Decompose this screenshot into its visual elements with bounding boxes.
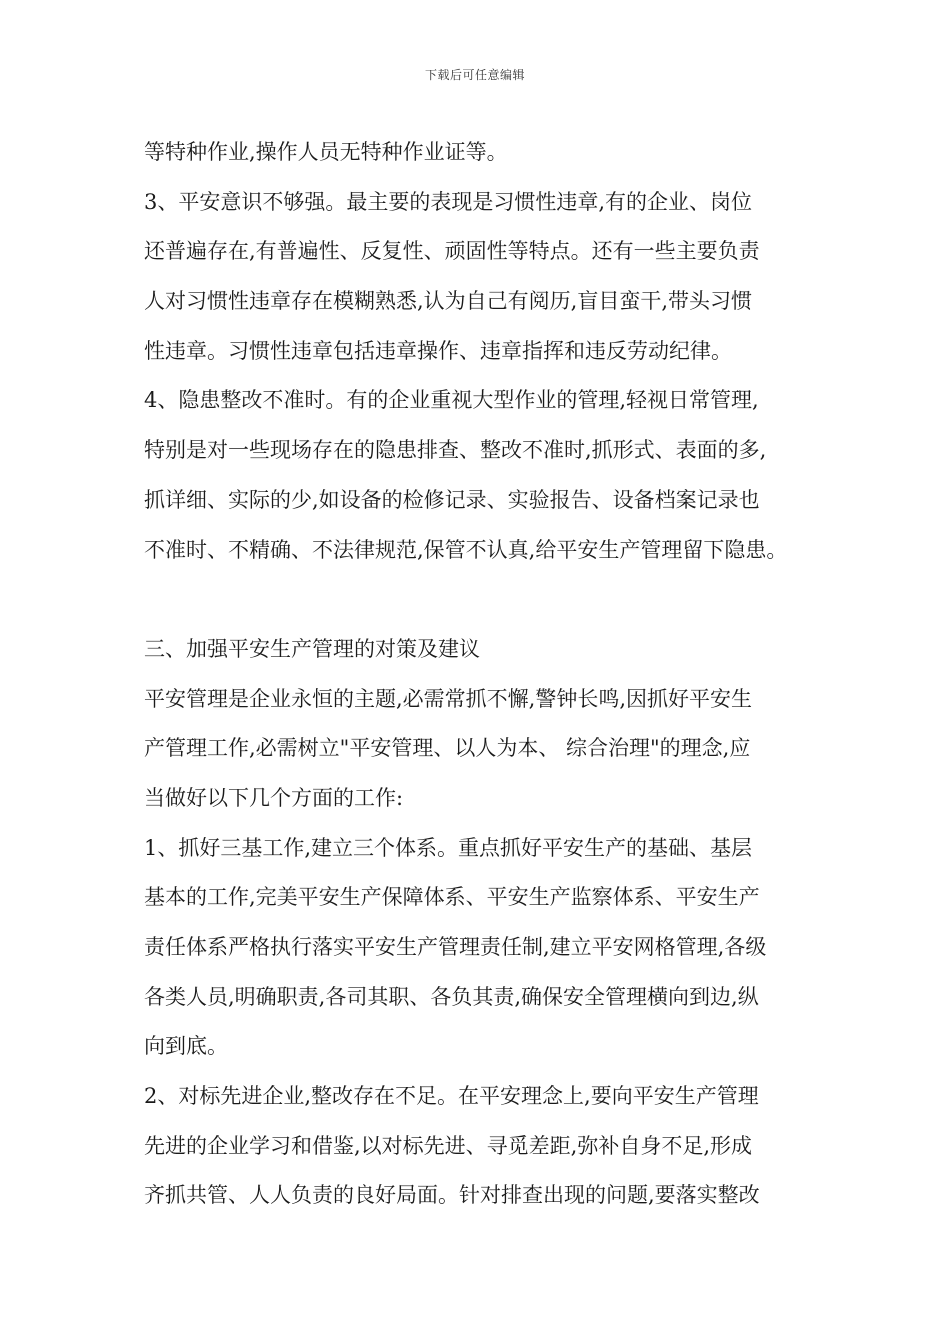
page-header: 下载后可任意编辑 xyxy=(424,68,525,82)
paragraph-gap xyxy=(144,575,824,625)
text-line: 性违章。习惯性违章包括违章操作、违章指挥和违反劳动纪律。 xyxy=(144,338,732,363)
text-line: 2、对标先进企业,整改存在不足。在平安理念上,要向平安生产管理 xyxy=(144,1084,759,1109)
text-line: 等特种作业,操作人员无特种作业证等。 xyxy=(144,140,508,164)
text-line: 3、平安意识不够强。最主要的表现是习惯性违章,有的企业、岗位 xyxy=(144,189,753,214)
text-line: 责任体系严格执行落实平安生产管理责任制,建立平安网格管理,各级 xyxy=(144,935,767,959)
text-line: 平安管理是企业永恒的主题,必需常抓不懈,警钟长鸣,因抓好平安生 xyxy=(144,686,753,711)
text-line: 向到底。 xyxy=(144,1034,228,1059)
text-line: 先进的企业学习和借鉴,以对标先进、寻觅差距,弥补自身不足,形成 xyxy=(144,1133,753,1158)
text-line: 4、隐患整改不准时。有的企业重视大型作业的管理,轻视日常管理, xyxy=(144,388,759,413)
text-line: 各类人员,明确职责,各司其职、各负其责,确保安全管理横向到边,纵 xyxy=(144,984,759,1009)
section-heading: 三、加强平安生产管理的对策及建议 xyxy=(144,636,480,661)
text-line: 抓详细、实际的少,如设备的检修记录、实验报告、设备档案记录也 xyxy=(144,487,760,512)
document-body xyxy=(144,128,824,1221)
text-line: 齐抓共管、人人负责的良好局面。针对排查出现的问题,要落实整改 xyxy=(144,1183,760,1208)
text-line: 还普遍存在,有普遍性、反复性、顽固性等特点。还有一些主要负责 xyxy=(144,239,760,264)
text-line: 特别是对一些现场存在的隐患排查、整改不准时,抓形式、表面的多, xyxy=(144,438,767,463)
text-line: 基本的工作,完美平安生产保障体系、平安生产监察体系、平安生产 xyxy=(144,885,760,910)
text-line: 不准时、不精确、不法律规范,保管不认真,给平安生产管理留下隐患。 xyxy=(144,537,788,562)
text-line: 当做好以下几个方面的工作: xyxy=(144,785,404,810)
text-line: 1、抓好三基工作,建立三个体系。重点抓好平安生产的基础、基层 xyxy=(144,835,753,860)
text-line: 人对习惯性违章存在模糊熟悉,认为自己有阅历,盲目蛮干,带头习惯 xyxy=(144,289,753,314)
text-line: 产管理工作,必需树立"平安管理、以人为本、 综合治理"的理念,应 xyxy=(144,736,751,761)
